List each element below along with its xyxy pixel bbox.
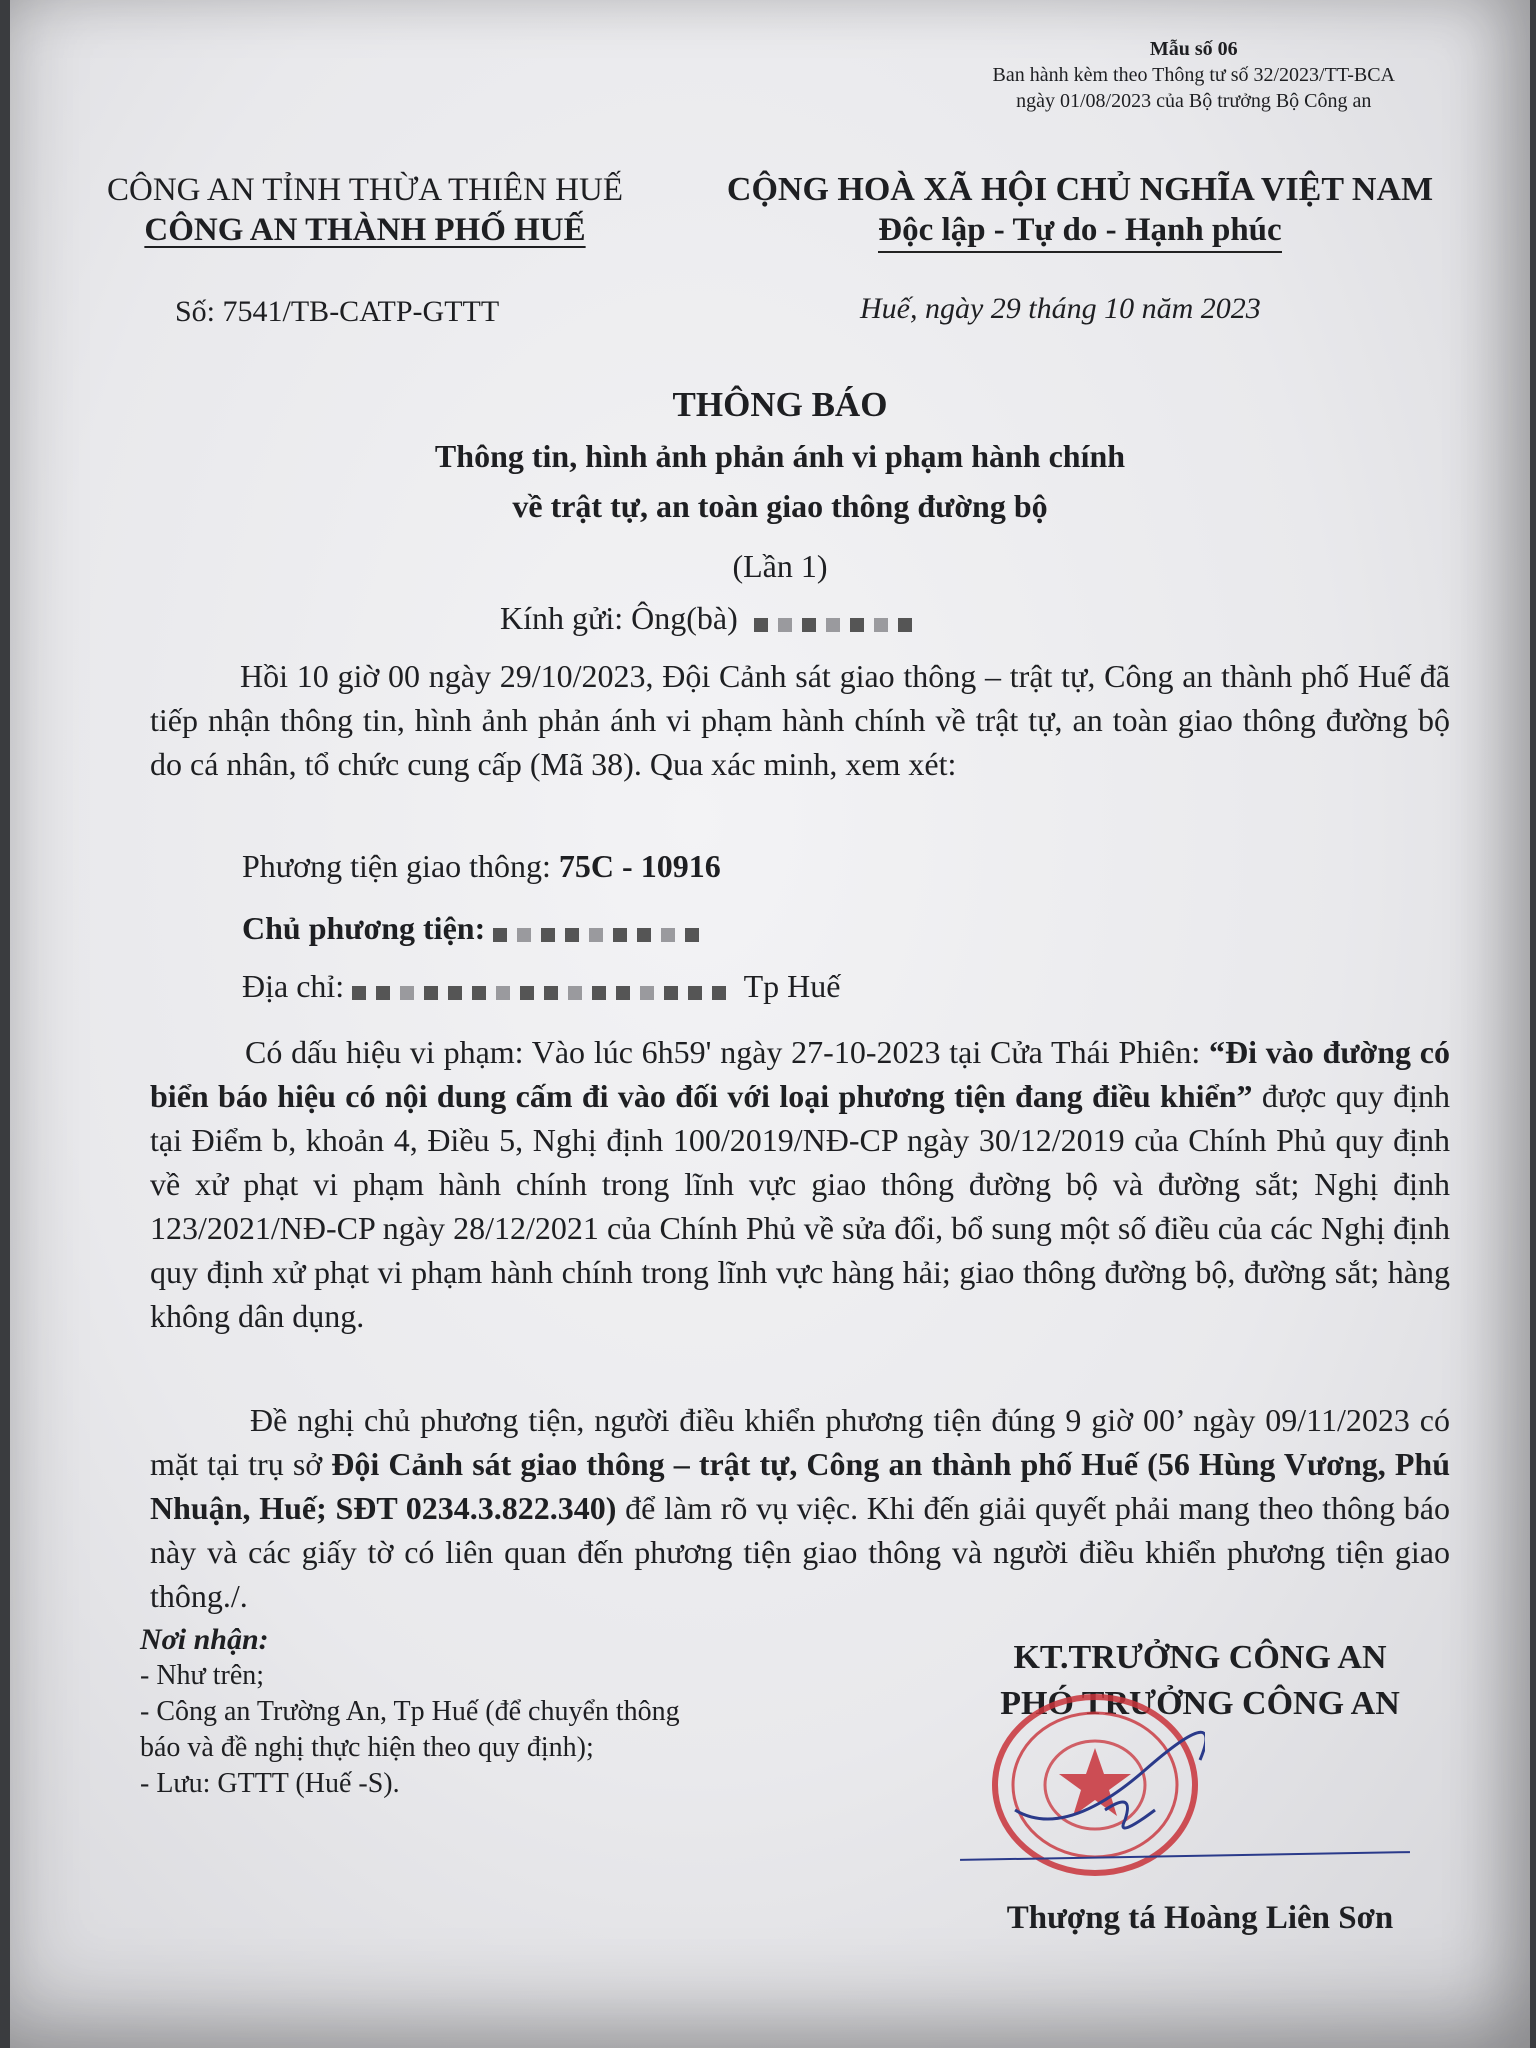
redacted-owner-name [493,913,709,950]
vehicle-line [242,848,721,885]
form-circular: Ban hành kèm theo Thông tư số 32/2023/TT-BCA [992,64,1395,86]
agency-province: CÔNG AN TỈNH THỪA THIÊN HUẾ [106,172,623,208]
agency-city: CÔNG AN THÀNH PHỐ HUẾ [144,212,586,248]
redacted-address [352,971,736,1008]
redacted-recipient-name [754,603,922,640]
paragraph-intro: Hồi 10 giờ 00 ngày 29/10/2023, Đội Cảnh sát giao thông – trật tự, Công an thành phố Huế đã tiếp nhận thông tin, hình ảnh phản ánh vi phạm hành chính về trật tự, an toàn giao thông đường bộ do cá nhân, tổ chức cung cấp (Mã 38). Qua xác minh, xem xét: [150,658,1450,782]
notice-subtitle-1: Thông tin, hình ảnh phản ánh vi phạm hành chính [434,438,1126,474]
recipient-item: - Công an Trường An, Tp Huế (để chuyển thông [140,1696,680,1727]
notice-round: (Lần 1) [732,548,828,584]
document-number: Số: 7541/TB-CATP-GTTT [175,295,500,328]
request-instructions: để làm rõ vụ việc. Khi đến giải quyết phải mang theo thông báo này và các giấy tờ có liên quan đến phương tiện giao thông và người điều khiển phương tiện giao thông./. [150,1490,1451,1614]
vehicle-label: Phương tiện giao thông: [242,848,559,884]
request-location: Đội Cảnh sát giao thông – trật tự, Công an thành phố Huế (56 Hùng Vương, Phú Nhuận, Huế; SĐT 0234.3.822.340) [150,1446,1451,1526]
greeting [500,600,922,640]
request-intro: Đề nghị chủ phương tiện, người điều khiển phương tiện đúng 9 giờ 00’ ngày 09/11/2023 có mặt tại trụ sở [150,1402,1450,1482]
owner-line [242,910,709,950]
document-date: Huế, ngày 29 tháng 10 năm 2023 [860,292,1261,325]
vehicle-plate: 75C - 10916 [558,848,721,884]
paragraph-violation [150,1030,1450,1338]
signer-name: Thượng tá Hoàng Liên Sơn [1006,1900,1394,1936]
violation-description: “Đi vào đường có biển báo hiệu có nội dung cấm đi vào đối với loại phương tiện đang điều khiển” [150,1034,1451,1114]
notice-subtitle-2: về trật tự, an toàn giao thông đường bộ [512,488,1048,524]
paragraph-request [150,1398,1450,1618]
recipient-item: - Lưu: GTTT (Huế -S). [140,1768,400,1799]
state-header [700,170,1460,253]
form-reference [993,36,1396,114]
greeting-label: Kính gửi: Ông(bà) [500,600,738,636]
state-motto: Độc lập - Tự do - Hạnh phúc [878,210,1281,253]
form-circular-date: ngày 01/08/2023 của Bộ trưởng Bộ Công an [1016,90,1372,112]
signature-title-line-2: PHÓ TRƯỞNG CÔNG AN [1000,1685,1400,1722]
address-city: Tp Huế [743,968,841,1004]
recipient-item: - Như trên; [140,1660,265,1691]
official-seal-icon [985,1690,1205,1880]
violation-legal-basis: được quy định tại Điểm b, khoản 4, Điều 5, Nghị định 100/2019/NĐ-CP ngày 30/12/2019 của Chính Phủ quy định về xử phạt vi phạm hành chính trong lĩnh vực giao thông đường bộ và đường sắt; Nghị định 123/2021/NĐ-CP ngày 28/12/2021 của Chính Phủ về sửa đổi, bổ sung một số điều của các Nghị định quy định xử phạt vi phạm hành chính trong lĩnh vực hàng hải; giao thông đường bộ, đường sắt; hàng không dân dụng. [150,1078,1451,1334]
recipient-item: báo và đề nghị thực hiện theo quy định); [140,1732,594,1763]
address-line [242,968,840,1008]
state-name: CỘNG HOÀ XÃ HỘI CHỦ NGHĨA VIỆT NAM [726,171,1434,208]
recipients-block [140,1622,680,1802]
owner-label: Chủ phương tiện: [242,910,494,946]
recipients-heading: Nơi nhận: [140,1623,269,1656]
document-page [10,0,1530,2048]
form-number: Mẫu số 06 [1149,38,1238,60]
issuing-agency [70,170,660,250]
signature-title-line-1: KT.TRƯỞNG CÔNG AN [1013,1639,1387,1676]
violation-intro: Có dấu hiệu vi phạm: Vào lúc 6h59' ngày 27-10-2023 tại Cửa Thái Phiên: [245,1034,1209,1070]
address-label: Địa chỉ: [242,968,353,1004]
notice-title: THÔNG BÁO [672,385,888,424]
